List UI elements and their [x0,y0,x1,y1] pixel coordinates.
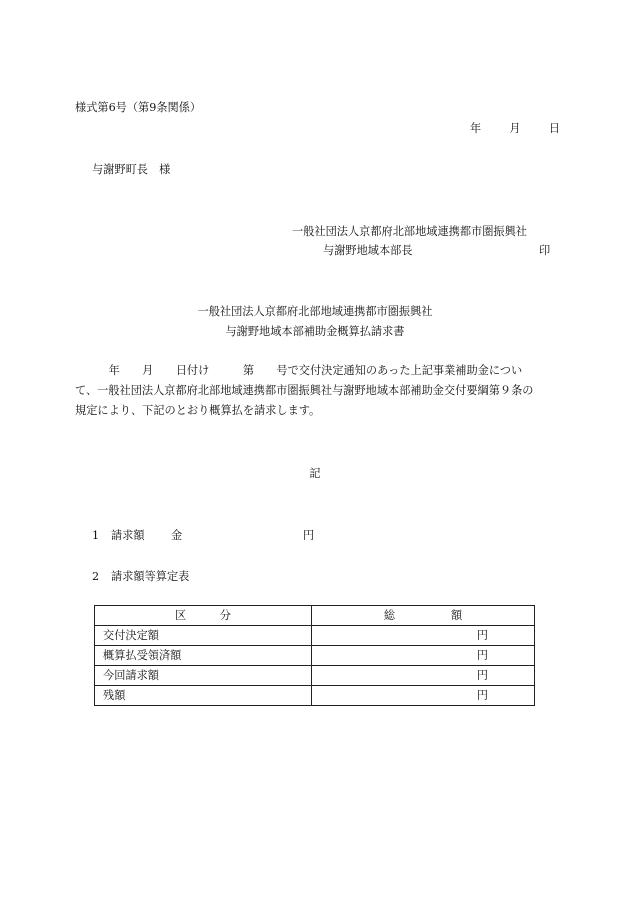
item1-yen: 円 [303,529,315,542]
note-mark: 記 [309,467,321,480]
form-number-label: 様式第6号（第9条関係） [75,101,202,114]
sender-organization: 一般社団法人京都府北部地域連携都市圏振興社 [292,225,527,238]
item2-number: 2 [92,570,100,583]
date-line [470,123,560,134]
body-line: て、一般社団法人京都府北部地域連携都市圏振興社与謝野地域本部補助金交付要綱第９条の [75,384,534,397]
table-cell-amount: 円 [312,686,535,706]
table-cell-label: 概算払受領済額 [95,646,312,666]
sender-role: 与謝野地域本部長 [323,244,413,257]
table-header-category: 区 分 [95,606,312,626]
table-row [95,686,535,706]
table-cell-label: 交付決定額 [95,626,312,646]
item1-number: 1 [92,529,100,542]
table-row [95,646,535,666]
table-cell-amount: 円 [312,666,535,686]
body-line: 年 月 日付け 第 号で交付決定通知のあった上記事業補助金につい [75,364,523,377]
date-day: 日 [548,122,560,135]
table-cell-amount: 円 [312,646,535,666]
body-line: 規定により、下記のとおり概算払を請求します。 [75,404,321,417]
item1-label: 請求額 [111,529,145,542]
date-month: 月 [509,122,521,135]
table-header-amount: 総 額 [312,606,535,626]
calculation-table [94,605,535,706]
table-row [95,626,535,646]
table-cell-label: 残額 [95,686,312,706]
document-title-line1: 一般社団法人京都府北部地域連携都市圏振興社 [197,305,433,318]
document-title-line2: 与謝野地域本部補助金概算払請求書 [225,325,405,338]
seal-mark: 印 [539,244,551,257]
item2-label: 請求額等算定表 [111,570,190,583]
item1-kin: 金 [171,529,183,542]
table-cell-label: 今回請求額 [95,666,312,686]
table-header-row [95,606,535,626]
addressee: 与謝野町長 様 [92,163,171,176]
table-cell-amount: 円 [312,626,535,646]
table-row [95,666,535,686]
date-year: 年 [470,122,482,135]
